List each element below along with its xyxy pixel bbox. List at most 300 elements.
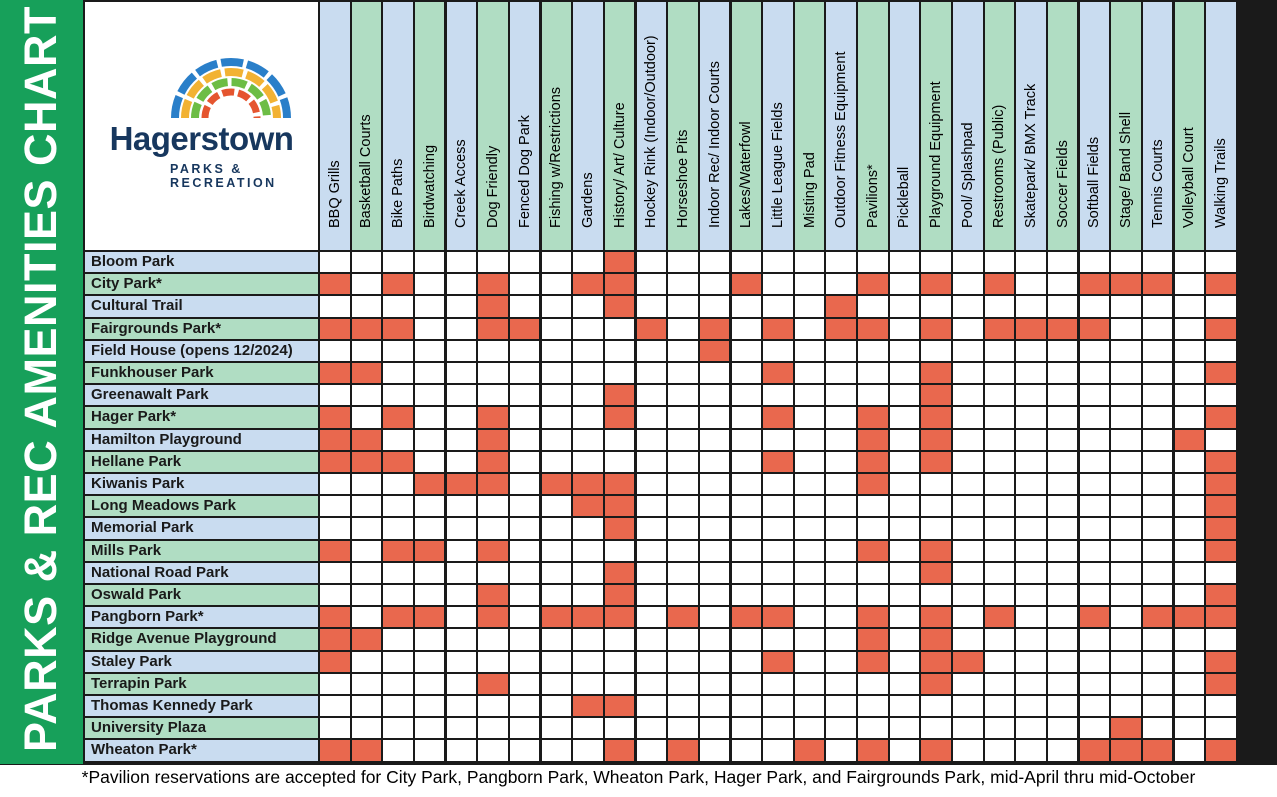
amenity-cell-empty [1016, 607, 1046, 627]
amenity-cell-empty [1206, 718, 1236, 738]
amenity-cell-empty [447, 385, 477, 405]
amenity-cell-empty [890, 696, 920, 716]
amenity-cell-empty [1143, 718, 1173, 738]
amenity-cell-empty [763, 474, 793, 494]
amenity-cell-empty [953, 385, 983, 405]
amenity-cell-empty [668, 385, 698, 405]
amenity-cell-empty [668, 407, 698, 427]
amenity-cell-marked [415, 541, 445, 561]
amenity-cell-empty [1016, 718, 1046, 738]
amenity-cell-empty [826, 607, 856, 627]
amenity-cell-empty [478, 740, 508, 760]
amenity-cell-empty [953, 252, 983, 272]
amenity-cell-empty [415, 363, 445, 383]
amenity-cell-marked [1206, 363, 1236, 383]
amenity-cell-empty [510, 518, 540, 538]
amenity-cell-empty [510, 274, 540, 294]
row-label: Field House (opens 12/2024) [91, 341, 293, 359]
amenity-cell-marked [605, 296, 635, 316]
amenity-cell-empty [795, 274, 825, 294]
amenity-cell-empty [858, 674, 888, 694]
amenity-cell-empty [1080, 518, 1110, 538]
amenity-cell-empty [795, 696, 825, 716]
amenity-cell-empty [953, 740, 983, 760]
column-header [1048, 2, 1078, 250]
amenity-cell-empty [668, 629, 698, 649]
amenity-cell-marked [1206, 518, 1236, 538]
column-label: Soccer Fields [1054, 140, 1071, 228]
amenity-cell-empty [542, 385, 572, 405]
amenity-cell-empty [700, 740, 730, 760]
amenity-cell-empty [573, 563, 603, 583]
amenity-cell-marked [605, 607, 635, 627]
column-header [985, 2, 1015, 250]
amenity-cell-empty [732, 696, 762, 716]
amenity-cell-empty [1175, 541, 1205, 561]
amenity-cell-empty [763, 496, 793, 516]
amenity-cell-empty [637, 629, 667, 649]
row-label: Oswald Park [91, 586, 182, 603]
amenity-cell-empty [415, 296, 445, 316]
row-header [85, 319, 318, 339]
amenity-cell-empty [890, 718, 920, 738]
amenity-cell-empty [573, 629, 603, 649]
amenity-cell-empty [637, 407, 667, 427]
row-header [85, 652, 318, 672]
amenity-cell-marked [1206, 452, 1236, 472]
amenity-cell-empty [1111, 541, 1141, 561]
amenity-cell-marked [1206, 674, 1236, 694]
amenity-cell-marked [320, 430, 350, 450]
amenity-cell-empty [1048, 740, 1078, 760]
amenity-cell-empty [1080, 652, 1110, 672]
amenity-cell-empty [985, 252, 1015, 272]
amenity-cell-marked [732, 607, 762, 627]
amenity-cell-empty [732, 541, 762, 561]
amenity-cell-marked [605, 696, 635, 716]
amenity-cell-empty [921, 496, 951, 516]
amenity-cell-marked [478, 430, 508, 450]
amenity-cell-marked [573, 496, 603, 516]
amenity-cell-empty [826, 629, 856, 649]
amenity-cell-empty [890, 652, 920, 672]
column-label: BBQ Grills [326, 160, 343, 228]
row-label: Kiwanis Park [91, 475, 185, 492]
column-header [826, 2, 856, 250]
amenity-cell-empty [1143, 563, 1173, 583]
row-label: Mills Park [91, 541, 162, 559]
amenity-cell-empty [1175, 319, 1205, 339]
amenity-cell-empty [985, 474, 1015, 494]
amenity-cell-empty [573, 585, 603, 605]
amenity-cell-empty [352, 296, 382, 316]
amenity-cell-empty [352, 518, 382, 538]
amenity-cell-empty [415, 407, 445, 427]
amenity-cell-empty [700, 629, 730, 649]
amenity-cell-empty [320, 496, 350, 516]
amenity-cell-empty [1111, 674, 1141, 694]
row-header [85, 452, 318, 472]
amenity-cell-marked [605, 585, 635, 605]
row-header [85, 718, 318, 738]
amenity-cell-empty [826, 407, 856, 427]
amenity-cell-empty [510, 674, 540, 694]
amenity-cell-empty [1111, 496, 1141, 516]
amenity-cell-empty [447, 407, 477, 427]
amenity-cell-empty [1048, 363, 1078, 383]
amenity-cell-empty [478, 696, 508, 716]
amenity-cell-marked [1080, 319, 1110, 339]
amenity-cell-empty [478, 718, 508, 738]
amenity-cell-empty [732, 341, 762, 361]
amenity-cell-empty [890, 274, 920, 294]
amenity-cell-empty [352, 274, 382, 294]
amenity-cell-empty [921, 252, 951, 272]
amenity-cell-empty [1206, 696, 1236, 716]
amenity-cell-empty [953, 407, 983, 427]
amenity-cell-empty [700, 563, 730, 583]
amenity-cell-empty [447, 607, 477, 627]
amenity-cell-empty [953, 563, 983, 583]
amenity-cell-empty [415, 718, 445, 738]
amenity-cell-empty [320, 563, 350, 583]
amenity-cell-empty [795, 607, 825, 627]
column-label: Birdwatching [421, 144, 438, 228]
column-header [447, 2, 477, 250]
amenity-cell-marked [921, 607, 951, 627]
amenity-cell-marked [605, 496, 635, 516]
amenity-cell-empty [542, 652, 572, 672]
amenity-cell-marked [320, 652, 350, 672]
amenity-cell-empty [383, 296, 413, 316]
amenity-cell-empty [1016, 585, 1046, 605]
amenity-cell-empty [763, 274, 793, 294]
amenity-cell-marked [1206, 607, 1236, 627]
amenity-cell-empty [542, 496, 572, 516]
amenity-cell-marked [921, 274, 951, 294]
amenity-cell-empty [383, 718, 413, 738]
amenity-cell-empty [890, 474, 920, 494]
amenity-cell-empty [1143, 452, 1173, 472]
amenity-cell-empty [1143, 407, 1173, 427]
amenity-cell-empty [700, 585, 730, 605]
amenity-cell-empty [668, 430, 698, 450]
amenity-cell-empty [763, 718, 793, 738]
amenity-cell-empty [605, 652, 635, 672]
amenity-cell-empty [826, 452, 856, 472]
amenity-cell-empty [573, 518, 603, 538]
amenity-cell-empty [668, 652, 698, 672]
amenity-cell-empty [700, 407, 730, 427]
amenity-cell-empty [1048, 629, 1078, 649]
row-label: Pangborn Park* [91, 608, 204, 626]
amenity-cell-empty [1175, 563, 1205, 583]
amenity-cell-empty [1143, 341, 1173, 361]
amenity-cell-empty [1111, 296, 1141, 316]
amenity-cell-empty [542, 629, 572, 649]
amenity-cell-empty [510, 740, 540, 760]
amenity-cell-empty [826, 718, 856, 738]
amenity-cell-empty [890, 296, 920, 316]
row-label: Fairgrounds Park* [91, 319, 222, 337]
amenity-cell-empty [415, 696, 445, 716]
amenity-cell-empty [985, 652, 1015, 672]
amenity-cell-empty [668, 274, 698, 294]
amenity-cell-marked [478, 607, 508, 627]
amenity-cell-empty [826, 563, 856, 583]
amenity-cell-empty [985, 718, 1015, 738]
amenity-cell-empty [383, 674, 413, 694]
amenity-cell-empty [890, 430, 920, 450]
amenity-cell-marked [320, 363, 350, 383]
amenity-cell-empty [668, 319, 698, 339]
amenity-cell-marked [858, 274, 888, 294]
amenity-cell-empty [320, 696, 350, 716]
amenity-cell-empty [320, 518, 350, 538]
amenity-cell-marked [1206, 274, 1236, 294]
amenity-cell-marked [573, 274, 603, 294]
amenity-cell-empty [1111, 585, 1141, 605]
row-label: Long Meadows Park [91, 497, 237, 515]
amenity-cell-empty [985, 541, 1015, 561]
amenity-cell-empty [700, 518, 730, 538]
amenity-cell-empty [1111, 563, 1141, 583]
amenity-cell-empty [1016, 407, 1046, 427]
amenity-cell-empty [763, 740, 793, 760]
amenity-cell-empty [1048, 696, 1078, 716]
amenity-cell-marked [921, 430, 951, 450]
amenity-cell-empty [478, 652, 508, 672]
amenity-cell-empty [953, 629, 983, 649]
amenity-cell-empty [700, 607, 730, 627]
amenity-cell-empty [542, 452, 572, 472]
amenity-cell-empty [478, 518, 508, 538]
amenity-cell-empty [953, 474, 983, 494]
amenity-cell-empty [763, 430, 793, 450]
amenity-cell-marked [1080, 740, 1110, 760]
amenity-cell-empty [1175, 740, 1205, 760]
column-label: History/ Art/ Culture [611, 102, 628, 228]
amenity-cell-empty [478, 563, 508, 583]
amenity-cell-empty [985, 407, 1015, 427]
amenity-cell-empty [826, 385, 856, 405]
amenity-cell-empty [795, 385, 825, 405]
amenity-cell-empty [352, 385, 382, 405]
amenity-cell-marked [542, 474, 572, 494]
column-header [542, 2, 572, 250]
amenity-cell-empty [573, 674, 603, 694]
amenity-cell-empty [858, 341, 888, 361]
column-label: Walking Trails [1212, 138, 1229, 228]
amenity-cell-empty [1016, 452, 1046, 472]
amenity-cell-empty [732, 296, 762, 316]
column-label: Little League Fields [769, 102, 786, 228]
amenity-cell-empty [1048, 496, 1078, 516]
amenity-cell-empty [1143, 674, 1173, 694]
amenity-cell-empty [668, 563, 698, 583]
amenity-cell-empty [605, 629, 635, 649]
column-header [700, 2, 730, 250]
amenity-cell-marked [573, 474, 603, 494]
amenity-cell-empty [763, 674, 793, 694]
amenity-cell-empty [637, 474, 667, 494]
amenity-cell-empty [1016, 541, 1046, 561]
amenity-cell-marked [1206, 541, 1236, 561]
amenity-cell-empty [985, 629, 1015, 649]
amenity-cell-empty [700, 474, 730, 494]
side-banner [0, 0, 83, 764]
amenity-cell-empty [1206, 296, 1236, 316]
amenity-cell-empty [700, 430, 730, 450]
amenity-cell-marked [858, 607, 888, 627]
amenity-cell-empty [320, 674, 350, 694]
amenity-cell-empty [383, 430, 413, 450]
amenity-cell-empty [605, 541, 635, 561]
amenity-cell-empty [1048, 474, 1078, 494]
amenity-cell-empty [383, 252, 413, 272]
amenity-cell-empty [415, 740, 445, 760]
amenity-cell-marked [1080, 607, 1110, 627]
amenity-cell-empty [320, 585, 350, 605]
amenity-cell-empty [1111, 629, 1141, 649]
amenity-cell-empty [700, 385, 730, 405]
amenity-cell-empty [732, 740, 762, 760]
logo-name: Hagerstown [109, 120, 294, 157]
amenity-cell-empty [1111, 474, 1141, 494]
amenity-cell-empty [637, 385, 667, 405]
amenity-cell-empty [1048, 296, 1078, 316]
amenity-cell-empty [510, 541, 540, 561]
amenity-cell-empty [1111, 319, 1141, 339]
amenity-cell-empty [510, 718, 540, 738]
amenity-cell-empty [1111, 341, 1141, 361]
amenity-cell-empty [732, 585, 762, 605]
amenity-cell-empty [858, 363, 888, 383]
amenity-cell-empty [1016, 629, 1046, 649]
amenity-cell-empty [573, 407, 603, 427]
amenity-cell-empty [700, 496, 730, 516]
amenity-cell-empty [510, 385, 540, 405]
amenity-cell-empty [510, 363, 540, 383]
amenity-cell-marked [1206, 407, 1236, 427]
amenity-cell-empty [826, 274, 856, 294]
amenity-cell-empty [732, 496, 762, 516]
amenity-cell-empty [1016, 341, 1046, 361]
amenity-cell-empty [478, 385, 508, 405]
amenity-cell-empty [1143, 696, 1173, 716]
amenity-cell-empty [447, 740, 477, 760]
amenity-cell-marked [921, 563, 951, 583]
amenity-cell-empty [510, 585, 540, 605]
amenity-cell-empty [1080, 430, 1110, 450]
footnote: *Pavilion reservations are accepted for City Park, Pangborn Park, Wheaton Park, Hager Park, and Fairgrounds Park, mid-April thru mid-October [81, 767, 1196, 787]
column-header [1175, 2, 1205, 250]
amenity-cell-empty [763, 563, 793, 583]
amenity-cell-empty [1143, 496, 1173, 516]
amenity-cell-empty [795, 452, 825, 472]
column-header [1206, 2, 1236, 250]
amenity-cell-empty [1016, 385, 1046, 405]
amenity-cell-empty [1016, 563, 1046, 583]
amenity-cell-empty [858, 563, 888, 583]
amenity-cell-empty [985, 563, 1015, 583]
amenity-cell-empty [1048, 252, 1078, 272]
column-label: Skatepark/ BMX Track [1023, 83, 1040, 228]
amenity-cell-empty [1175, 629, 1205, 649]
amenity-cell-empty [637, 496, 667, 516]
row-header [85, 407, 318, 427]
amenity-cell-empty [1048, 385, 1078, 405]
amenity-cell-marked [383, 274, 413, 294]
amenity-cell-empty [826, 363, 856, 383]
amenity-cell-empty [732, 652, 762, 672]
rainbow-arch-icon [85, 2, 318, 122]
column-label: Indoor Rec/ Indoor Courts [706, 61, 723, 228]
amenity-cell-marked [320, 319, 350, 339]
amenity-cell-empty [637, 296, 667, 316]
amenity-cell-empty [637, 252, 667, 272]
amenity-cell-empty [668, 252, 698, 272]
amenity-cell-marked [700, 319, 730, 339]
column-header [668, 2, 698, 250]
amenity-cell-empty [795, 563, 825, 583]
amenity-cell-empty [953, 518, 983, 538]
amenity-cell-empty [1016, 474, 1046, 494]
column-header [732, 2, 762, 250]
amenity-cell-empty [668, 341, 698, 361]
amenity-cell-empty [1206, 430, 1236, 450]
column-label: Pool/ Splashpad [959, 122, 976, 228]
amenity-cell-empty [763, 585, 793, 605]
amenity-cell-empty [478, 496, 508, 516]
amenity-cell-empty [1143, 430, 1173, 450]
amenity-cell-empty [383, 341, 413, 361]
amenity-cell-empty [1143, 252, 1173, 272]
row-header [85, 474, 318, 494]
amenity-cell-empty [1175, 674, 1205, 694]
amenity-cell-empty [415, 385, 445, 405]
amenity-cell-empty [826, 696, 856, 716]
amenity-cell-empty [1111, 407, 1141, 427]
column-label: Pickleball [896, 166, 913, 228]
amenity-cell-empty [826, 496, 856, 516]
amenity-cell-empty [921, 296, 951, 316]
logo [85, 2, 318, 250]
amenity-cell-empty [510, 341, 540, 361]
amenity-cell-empty [320, 474, 350, 494]
row-label: Terrapin Park [91, 674, 187, 692]
amenity-cell-empty [542, 740, 572, 760]
amenity-cell-empty [921, 341, 951, 361]
row-label: Cultural Trail [91, 297, 183, 315]
amenity-cell-empty [985, 585, 1015, 605]
column-header [637, 2, 667, 250]
amenity-cell-marked [858, 629, 888, 649]
amenity-cell-empty [1080, 363, 1110, 383]
amenity-cell-empty [1206, 563, 1236, 583]
chart-title: PARKS & REC AMENITIES CHART [15, 5, 66, 752]
amenity-cell-empty [826, 585, 856, 605]
amenity-cell-empty [1143, 518, 1173, 538]
column-label: Volleyball Court [1181, 127, 1198, 228]
amenity-cell-empty [542, 674, 572, 694]
amenity-cell-empty [795, 363, 825, 383]
amenity-cell-marked [763, 652, 793, 672]
amenity-cell-empty [1111, 452, 1141, 472]
amenity-cell-empty [953, 585, 983, 605]
amenity-cell-empty [763, 296, 793, 316]
column-header [573, 2, 603, 250]
